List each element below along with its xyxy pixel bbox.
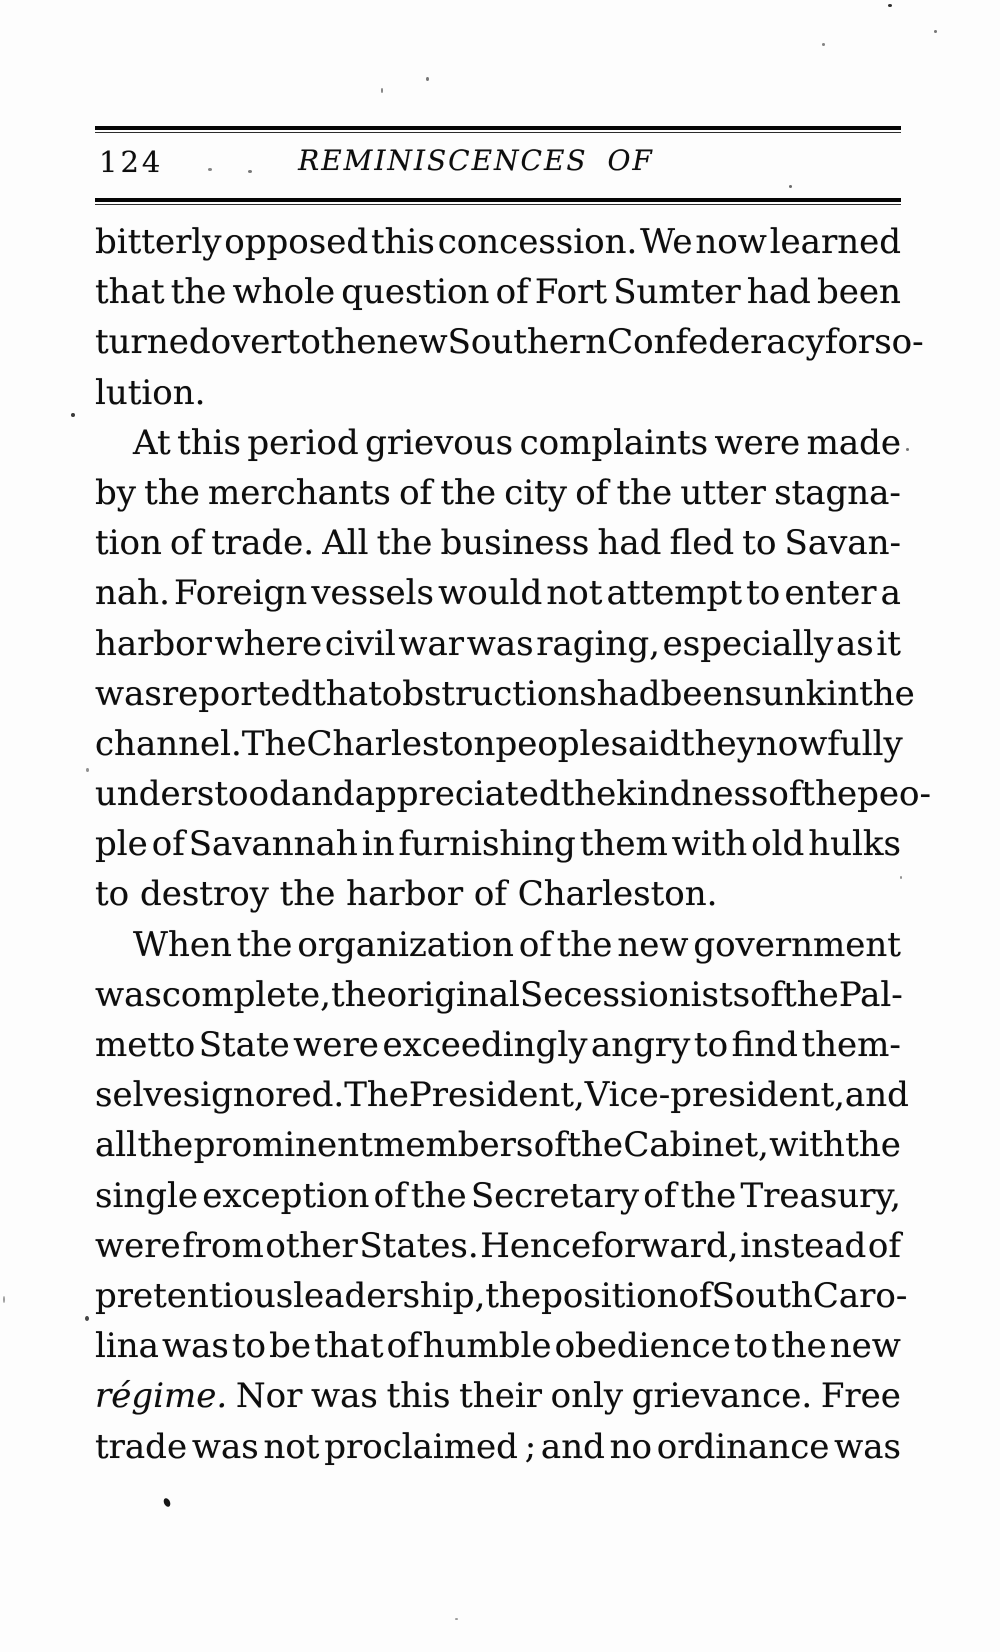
word: from: [182, 1225, 264, 1266]
word: been: [660, 673, 745, 714]
word: made: [806, 422, 901, 463]
word: raging,: [536, 623, 660, 664]
word: Henceforward,: [480, 1225, 739, 1266]
word: single: [95, 1175, 198, 1216]
word: régime.: [95, 1376, 228, 1417]
word: Southern: [447, 322, 608, 363]
word: Savan-: [784, 523, 901, 564]
word: When: [133, 924, 232, 965]
word: the: [567, 1125, 623, 1166]
word: government: [693, 924, 901, 965]
word: the: [616, 472, 673, 513]
word: for: [824, 322, 875, 363]
page-number: 124: [99, 145, 164, 179]
word: with: [769, 1125, 845, 1166]
word: States.: [359, 1225, 479, 1266]
word: metto: [95, 1025, 196, 1065]
word: now: [695, 222, 767, 262]
word: so-: [874, 322, 924, 363]
word: Sumter: [613, 272, 741, 313]
word: Charleston: [306, 723, 496, 764]
ink-speck: [426, 77, 429, 81]
word: All: [322, 523, 369, 564]
word: utter: [680, 472, 766, 513]
word: of: [867, 1225, 901, 1266]
word: of: [678, 1275, 712, 1316]
word: complaints: [519, 422, 709, 463]
text-line: [95, 669, 915, 719]
word: Fort: [534, 272, 607, 313]
word: not: [546, 573, 603, 614]
header-rule-top-thin: [95, 132, 901, 134]
word: trade: [95, 1426, 188, 1467]
word: grievous: [365, 422, 514, 463]
word: were: [293, 1025, 379, 1065]
word: Free: [820, 1376, 901, 1417]
text-line: [95, 1120, 901, 1170]
word: that: [312, 673, 382, 714]
word: enter: [784, 573, 877, 614]
word: where: [214, 623, 323, 664]
word: the: [144, 472, 200, 513]
word: turned: [95, 322, 211, 363]
word: to: [693, 1025, 729, 1065]
word: of: [518, 924, 552, 965]
word: the: [801, 774, 858, 815]
word: vessels: [311, 573, 434, 614]
word: the: [137, 1125, 194, 1166]
word: instead: [740, 1225, 867, 1266]
word: prominent: [193, 1125, 373, 1166]
word: new: [617, 924, 689, 965]
word: leadership,: [293, 1275, 486, 1316]
word: other: [265, 1225, 358, 1266]
word: of: [399, 472, 433, 513]
word: The: [344, 1075, 409, 1116]
word: Cabinet,: [623, 1125, 769, 1166]
header-rule-bottom-thin: [95, 204, 901, 206]
word: Confederacy: [607, 322, 825, 363]
text-line: [95, 468, 901, 518]
word: to: [286, 322, 321, 363]
word: especially: [662, 623, 834, 664]
word: had: [596, 673, 661, 714]
text-line: [95, 970, 901, 1020]
word: reported: [161, 673, 313, 714]
word: understood: [95, 774, 291, 815]
ink-speck: [934, 30, 937, 33]
text-line: [95, 418, 901, 468]
word: the: [680, 1175, 737, 1216]
word: proclaimed ;: [324, 1426, 537, 1467]
word: they: [680, 723, 756, 764]
text-line: [95, 1371, 901, 1421]
word: was: [95, 673, 162, 714]
word: ordinance: [656, 1426, 830, 1467]
word: of: [151, 824, 185, 865]
word: Savannah: [188, 824, 358, 865]
word: position: [541, 1275, 679, 1316]
ink-speck: [900, 876, 902, 879]
ink-speck: [71, 413, 75, 417]
word: Treasury,: [740, 1175, 901, 1216]
word: war: [398, 623, 465, 664]
word: furnishing: [398, 824, 576, 865]
word: was: [834, 1426, 901, 1467]
word: the: [320, 322, 377, 363]
word: Secretary: [470, 1175, 640, 1216]
word: was: [161, 1326, 229, 1367]
text-line: [95, 1171, 901, 1221]
text-line: [95, 719, 901, 769]
ink-speck: [888, 4, 892, 7]
word: civil: [324, 623, 396, 664]
word: and: [844, 1075, 909, 1116]
word: of: [495, 272, 529, 313]
word: hulks: [808, 824, 901, 865]
text-line: [95, 217, 901, 267]
word: learned: [769, 222, 901, 262]
word: of: [386, 1326, 420, 1367]
word: would: [438, 573, 543, 614]
word: by: [95, 472, 136, 513]
word: the: [330, 974, 387, 1015]
word: whole: [232, 272, 336, 313]
word: ple: [95, 824, 148, 865]
word: it: [876, 623, 901, 664]
word: the: [485, 1275, 542, 1316]
word: was: [311, 1376, 378, 1417]
word: Foreign: [174, 573, 308, 614]
header-rule-top-thick: [95, 126, 901, 130]
text-line: lution.: [95, 372, 206, 413]
word: organization: [297, 924, 514, 965]
text-line: [95, 1070, 909, 1120]
header-rule-bottom-thick: [95, 198, 901, 202]
word: The: [241, 723, 307, 764]
word: old: [751, 824, 805, 865]
word: the: [845, 1125, 901, 1166]
text-line: [95, 267, 901, 317]
word: sunk: [744, 673, 827, 714]
word: fully: [827, 723, 903, 764]
ink-speck: [455, 1618, 458, 1620]
word: their: [459, 1376, 542, 1417]
running-head: REMINISCENCES OF: [298, 144, 654, 177]
word: the: [859, 673, 915, 714]
text-line: [95, 317, 924, 367]
word: Pal-: [838, 974, 903, 1015]
text-line: [95, 518, 901, 568]
word: to: [746, 573, 781, 614]
word: of: [643, 1175, 677, 1216]
word: lina: [95, 1326, 159, 1367]
word: of: [575, 472, 609, 513]
ink-speck: [906, 448, 909, 451]
word: business: [440, 523, 590, 564]
word: concession.: [437, 222, 638, 262]
word: were: [95, 1225, 181, 1266]
word: President,: [408, 1075, 585, 1116]
word: of: [768, 774, 802, 815]
word: of: [170, 523, 204, 564]
word: Secessionists: [519, 974, 751, 1015]
word: as: [835, 623, 874, 664]
word: kindness: [616, 774, 769, 815]
word: over: [210, 322, 287, 363]
word: to: [231, 1326, 267, 1367]
word: exception: [202, 1175, 370, 1216]
word: and: [290, 774, 355, 815]
word: trade.: [211, 523, 315, 564]
word: to: [742, 523, 777, 564]
word: be: [269, 1326, 311, 1367]
word: of: [373, 1175, 407, 1216]
word: was: [466, 623, 534, 664]
word: complete,: [161, 974, 331, 1015]
word: attempt: [606, 573, 742, 614]
word: obstructions: [381, 673, 597, 714]
word: said: [610, 723, 681, 764]
word: members: [373, 1125, 534, 1166]
word: find: [731, 1025, 798, 1065]
word: of: [533, 1125, 567, 1166]
word: angry: [590, 1025, 691, 1065]
ink-speck: [381, 88, 383, 93]
ink-speck: [162, 1497, 171, 1508]
word: the: [783, 974, 839, 1015]
ink-speck: [822, 43, 825, 46]
text-line: [95, 1422, 901, 1472]
word: bitterly: [95, 222, 222, 262]
word: in: [361, 824, 395, 865]
word: of: [750, 974, 784, 1015]
word: harbor: [95, 623, 212, 664]
ink-speck: [85, 1316, 89, 1321]
body-text: [95, 217, 931, 1472]
text-line: [95, 1020, 901, 1070]
word: with: [671, 824, 748, 865]
ink-speck: [86, 768, 89, 772]
word: grievance.: [631, 1376, 813, 1417]
word: that: [95, 272, 165, 313]
word: obedience: [554, 1326, 731, 1367]
word: pretentious: [95, 1275, 294, 1316]
text-line: to destroy the harbor of Charleston.: [95, 874, 718, 915]
word: stagna-: [774, 472, 901, 513]
word: the: [560, 774, 617, 815]
word: the: [556, 924, 613, 965]
ink-speck: [3, 1296, 5, 1303]
text-line: [95, 1321, 901, 1371]
word: Vice-president,: [584, 1075, 845, 1116]
word: in: [826, 673, 860, 714]
word: been: [817, 272, 901, 313]
word: and: [540, 1426, 605, 1467]
word: was: [95, 974, 162, 1015]
word: the: [771, 1326, 827, 1367]
word: At: [133, 422, 171, 463]
word: fled: [669, 523, 735, 564]
word: the: [410, 1175, 467, 1216]
text-line: [95, 1271, 908, 1321]
word: all: [95, 1125, 138, 1166]
word: channel.: [95, 723, 242, 764]
header-rule-top: [95, 126, 901, 133]
word: were: [714, 422, 801, 463]
text-line: [95, 568, 901, 618]
word: humble: [422, 1326, 552, 1367]
word: was: [191, 1426, 259, 1467]
header-rule-bottom: [95, 198, 901, 205]
word: only: [550, 1376, 624, 1417]
word: no: [609, 1426, 652, 1467]
word: Nor: [235, 1376, 303, 1417]
word: selves: [95, 1075, 201, 1116]
word: original: [386, 974, 520, 1015]
ink-speck: [248, 170, 252, 173]
word: this: [386, 1376, 451, 1417]
word: the: [376, 523, 433, 564]
text-line: [95, 769, 931, 819]
word: people: [495, 723, 611, 764]
word: not: [263, 1426, 320, 1467]
word: question: [341, 272, 490, 313]
word: merchants: [208, 472, 391, 513]
word: the: [170, 272, 227, 313]
word: the: [440, 472, 497, 513]
ink-speck: [789, 185, 792, 188]
word: exceedingly: [382, 1025, 588, 1065]
word: now: [755, 723, 828, 764]
word: nah.: [95, 573, 170, 614]
text-line: [95, 819, 901, 869]
word: this: [177, 422, 241, 463]
word: a: [880, 573, 901, 614]
word: the: [236, 924, 293, 965]
word: them: [579, 824, 668, 865]
word: ignored.: [200, 1075, 345, 1116]
word: new: [829, 1326, 901, 1367]
word: city: [504, 472, 567, 513]
text-line: [95, 920, 901, 970]
word: opposed: [224, 222, 369, 262]
word: period: [247, 422, 359, 463]
word: new: [376, 322, 448, 363]
word: had: [746, 272, 811, 313]
word: that: [314, 1326, 384, 1367]
word: to: [733, 1326, 768, 1367]
word: this: [370, 222, 435, 262]
word: Caro-: [812, 1275, 908, 1316]
word: We: [640, 222, 693, 262]
ink-speck: [208, 168, 212, 171]
word: peo-: [857, 774, 931, 815]
word: had: [597, 523, 662, 564]
word: them-: [801, 1025, 901, 1065]
text-line: [95, 1221, 901, 1271]
word: tion: [95, 523, 162, 564]
text-line: [95, 619, 901, 669]
word: State: [198, 1025, 290, 1065]
word: South: [711, 1275, 813, 1316]
word: appreciated: [354, 774, 561, 815]
